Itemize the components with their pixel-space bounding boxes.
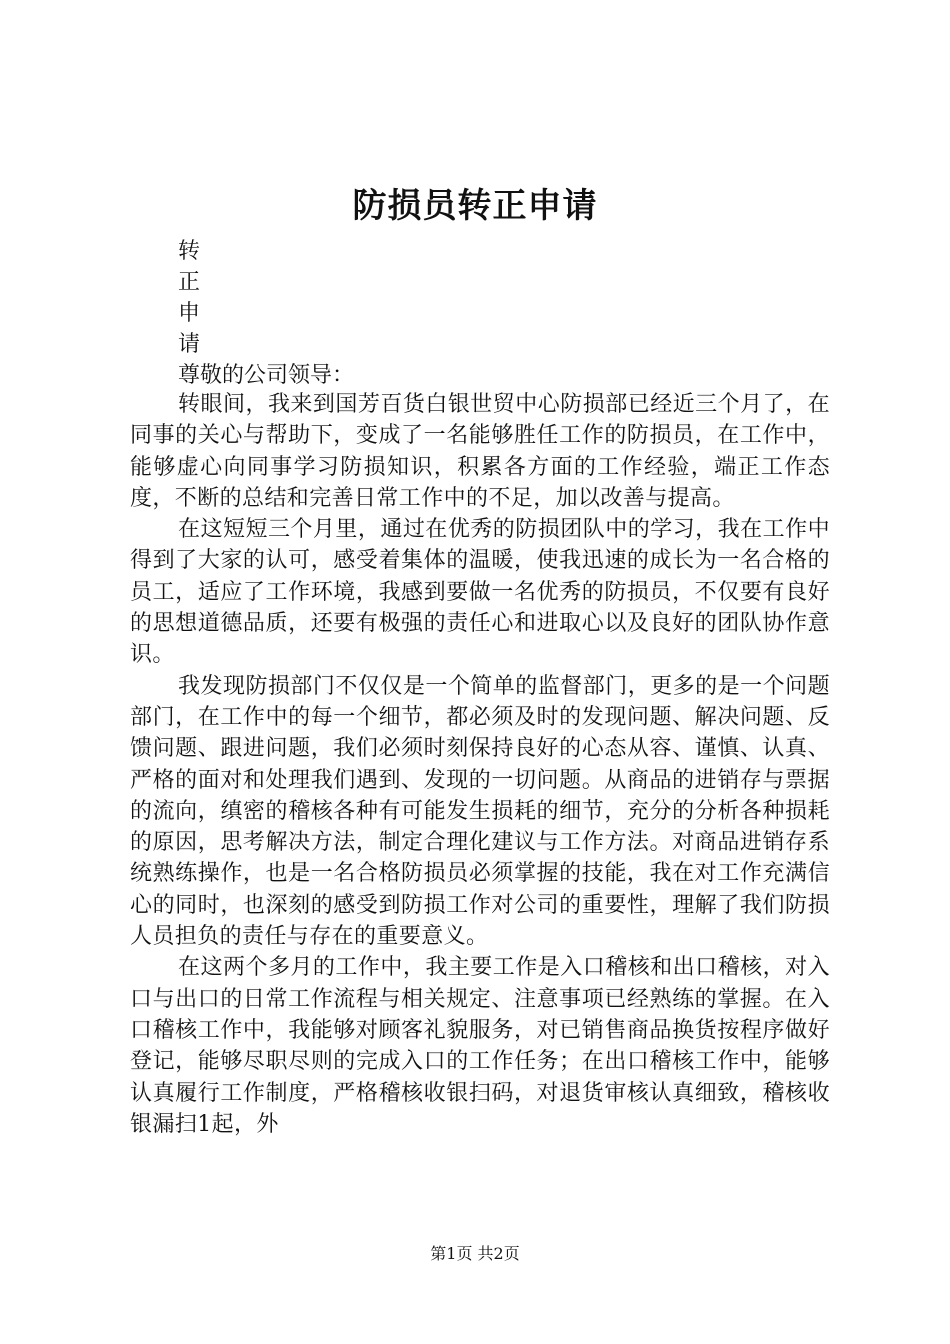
body-paragraph: 在这两个多月的工作中，我主要工作是入口稽核和出口稽核，对入口与出口的日常工作流程与相关规定、注意事项已经熟练的掌握。在入口稽核工作中，我能够对顾客礼貌服务，对已销售商品换货按程序做好登记，能够尽职尽则的完成入口的工作任务；在出口稽核工作中，能够认真履行工作制度，严格稽核收银扫码，对退货审核认真细致，稽核收银漏扫1起，外 — [130, 955, 830, 1137]
body-paragraph: 转眼间，我来到国芳百货白银世贸中心防损部已经近三个月了，在同事的关心与帮助下，变成了一名能够胜任工作的防损员，在工作中，能够虚心向同事学习防损知识，积累各方面的工作经验，端正工作态度，不断的总结和完善日常工作中的不足，加以改善与提高。 — [130, 392, 830, 511]
letter-body — [130, 389, 830, 1140]
vertical-heading-char: 请 — [178, 332, 201, 357]
salutation: 尊敬的公司领导： — [178, 363, 355, 388]
body-paragraph: 我发现防损部门不仅仅是一个简单的监督部门，更多的是一个问题部门，在工作中的每一个细节，都必须及时的发现问题、解决问题、反馈问题、跟进问题，我们必须时刻保持良好的心态从容、谨慎、认真、严格的面对和处理我们遇到、发现的一切问题。从商品的进销存与票据的流向，缜密的稽核各种有可能发生损耗的细节，充分的分析各种损耗的原因，思考解决方法，制定合理化建议与工作方法。对商品进销存系统熟练操作，也是一名合格防损员必须掌握的技能，我在对工作充满信心的同时，也深刻的感受到防损工作对公司的重要性，理解了我们防损人员担负的责任与存在的重要意义。 — [130, 673, 830, 950]
vertical-heading-char: 转 — [178, 239, 201, 264]
body-paragraph: 在这短短三个月里，通过在优秀的防损团队中的学习，我在工作中得到了大家的认可，感受着集体的温暖，使我迅速的成长为一名合格的员工，适应了工作环境，我感到要做一名优秀的防损员，不仅要有良好的思想道德品质，还要有极强的责任心和进取心以及良好的团队协作意识。 — [130, 517, 830, 668]
page-footer: 第1页 共2页 — [430, 1244, 520, 1263]
document-title: 防损员转正申请 — [352, 186, 598, 226]
vertical-heading — [178, 236, 218, 360]
vertical-heading-char: 申 — [178, 301, 201, 326]
vertical-heading-char: 正 — [178, 270, 201, 295]
